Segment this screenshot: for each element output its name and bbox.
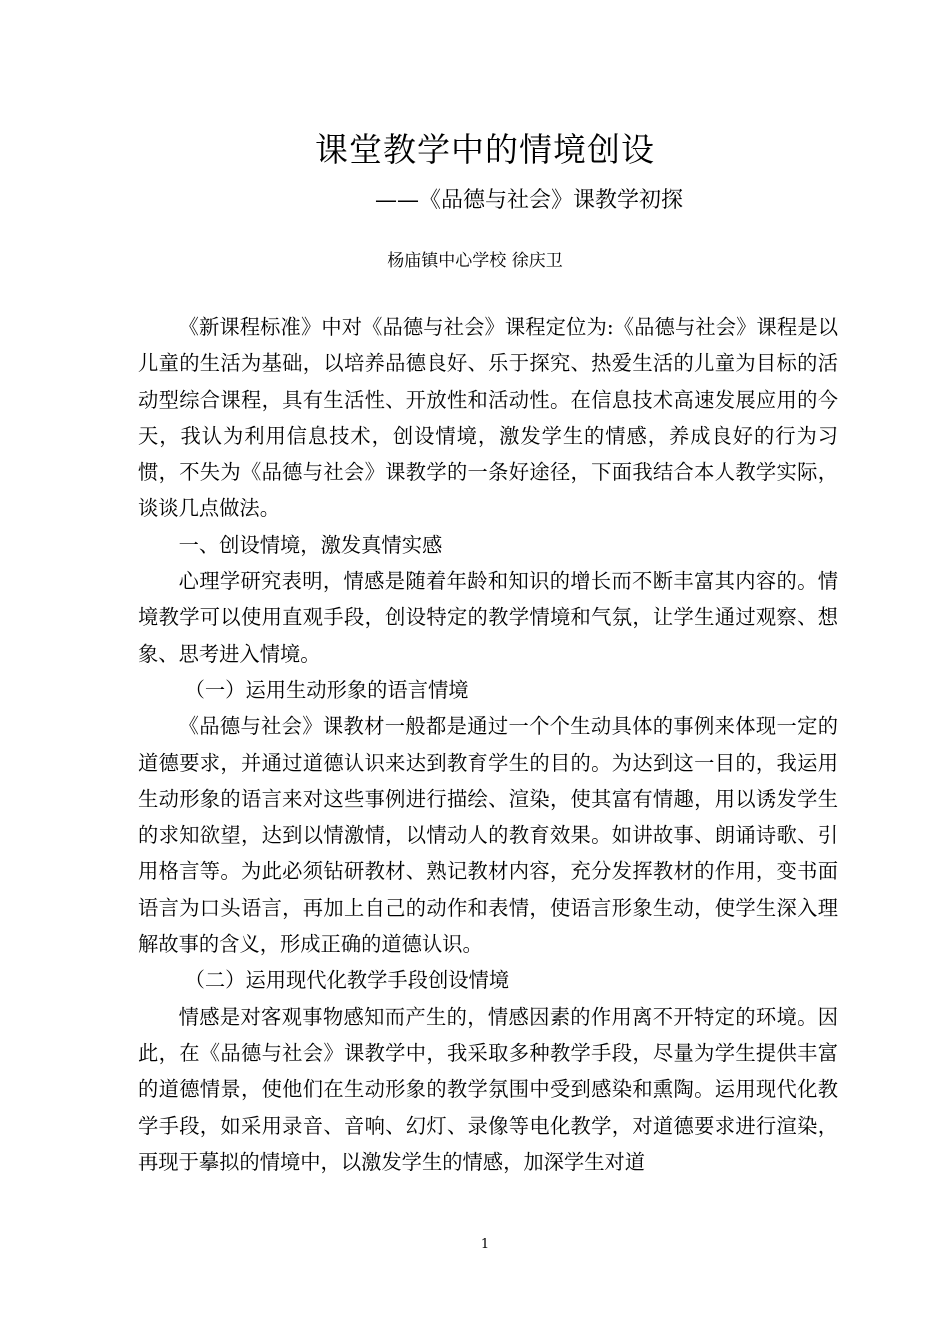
document-author: 杨庙镇中心学校 徐庆卫 <box>387 251 563 271</box>
page-number: 1 <box>480 1237 490 1252</box>
paragraph: 《品德与社会》课教材一般都是通过一个个生动具体的事例来体现一定的道德要求，并通过道德认识来达到教育学生的目的。为达到这一目的，我运用生动形象的语言来对这些事例进行描绘、渲染，使其富有情趣，用以诱发学生的求知欲望，达到以情激情，以情动人的教育效果。如讲故事、朗诵诗歌、引用格言等。为此必须钻研教材、熟记教材内容，充分发挥教材的作用，变书面语言为口头语言，再加上自己的动作和表情，使语言形象生动，使学生深入理解故事的含义，形成正确的道德认识。 <box>138 714 838 957</box>
subsection-heading: （一）运用生动形象的语言情境 <box>184 677 469 702</box>
paragraph: 情感是对客观事物感知而产生的，情感因素的作用离不开特定的环境。因此，在《品德与社会》课教学中，我采取多种教学手段，尽量为学生提供丰富的道德情景，使他们在生动形象的教学氛围中受到感染和熏陶。运用现代化教学手段，如采用录音、音响、幻灯、录像等电化教学，对道德要求进行渲染，再现于摹拟的情境中，以激发学生的情感，加深学生对道 <box>138 1004 838 1174</box>
paragraph: 心理学研究表明，情感是随着年龄和知识的增长而不断丰富其内容的。情境教学可以使用直观手段，创设特定的教学情境和气氛，让学生通过观察、想象、思考进入情境。 <box>138 569 838 666</box>
document-subtitle: ——《品德与社会》课教学初探 <box>375 188 684 213</box>
document-title: 课堂教学中的情境创设 <box>315 130 655 169</box>
paragraph: 《新课程标准》中对《品德与社会》课程定位为:《品德与社会》课程是以儿童的生活为基础，以培养品德良好、乐于探究、热爱生活的儿童为目标的活动型综合课程，具有生活性、开放性和活动性。在信息技术高速发展应用的今天，我认为利用信息技术，创设情境，激发学生的情感，养成良好的行为习惯，不失为《品德与社会》课教学的一条好途径，下面我结合本人教学实际，谈谈几点做法。 <box>138 315 838 521</box>
subsection-heading: （二）运用现代化教学手段创设情境 <box>184 968 510 993</box>
document-body <box>138 309 838 1180</box>
section-heading: 一、创设情境，激发真情实感 <box>178 532 443 557</box>
